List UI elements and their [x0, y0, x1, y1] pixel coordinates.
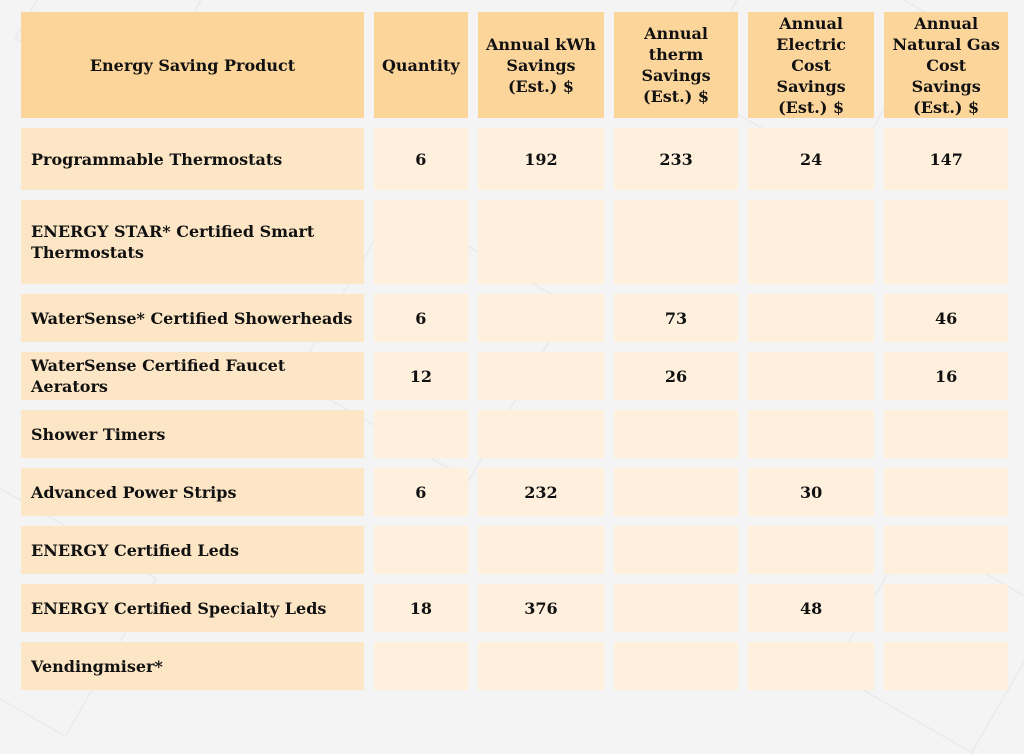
product-cell: Advanced Power Strips	[21, 468, 364, 516]
table-row	[21, 410, 1008, 458]
electric-cost-cell: 48	[748, 584, 875, 632]
product-cell: WaterSense* Certified Showerheads	[21, 294, 364, 342]
product-cell: ENERGY Certified Specialty Leds	[21, 584, 364, 632]
quantity-cell	[374, 410, 468, 458]
product-cell: Programmable Thermostats	[21, 128, 364, 190]
table-row	[21, 200, 1008, 284]
quantity-cell	[374, 526, 468, 574]
electric-cost-cell	[748, 410, 875, 458]
gas-cost-cell	[884, 200, 1008, 284]
therm-cell: 233	[614, 128, 738, 190]
energy-savings-table	[11, 2, 1018, 700]
kwh-cell	[478, 526, 605, 574]
column-header-electric-cost-savings: Annual Electric Cost Savings (Est.) $	[748, 12, 875, 118]
product-cell: Vendingmiser*	[21, 642, 364, 690]
kwh-cell	[478, 410, 605, 458]
quantity-cell: 6	[374, 128, 468, 190]
electric-cost-cell	[748, 642, 875, 690]
quantity-cell: 6	[374, 468, 468, 516]
quantity-cell: 6	[374, 294, 468, 342]
kwh-cell	[478, 642, 605, 690]
electric-cost-cell	[748, 200, 875, 284]
table-row	[21, 128, 1008, 190]
quantity-cell: 12	[374, 352, 468, 400]
electric-cost-cell: 24	[748, 128, 875, 190]
electric-cost-cell	[748, 352, 875, 400]
therm-cell	[614, 526, 738, 574]
table-row	[21, 642, 1008, 690]
therm-cell	[614, 410, 738, 458]
kwh-cell: 232	[478, 468, 605, 516]
therm-cell: 73	[614, 294, 738, 342]
kwh-cell	[478, 294, 605, 342]
electric-cost-cell: 30	[748, 468, 875, 516]
quantity-cell	[374, 642, 468, 690]
quantity-cell: 18	[374, 584, 468, 632]
table-row	[21, 526, 1008, 574]
therm-cell	[614, 200, 738, 284]
gas-cost-cell	[884, 642, 1008, 690]
table-header-row	[21, 12, 1008, 118]
electric-cost-cell	[748, 294, 875, 342]
electric-cost-cell	[748, 526, 875, 574]
column-header-therm-savings: Annual therm Savings (Est.) $	[614, 12, 738, 118]
kwh-cell	[478, 200, 605, 284]
column-header-quantity: Quantity	[374, 12, 468, 118]
product-cell: ENERGY Certified Leds	[21, 526, 364, 574]
therm-cell	[614, 642, 738, 690]
kwh-cell: 192	[478, 128, 605, 190]
column-header-product: Energy Saving Product	[21, 12, 364, 118]
gas-cost-cell	[884, 584, 1008, 632]
table-row	[21, 584, 1008, 632]
column-header-kwh-savings: Annual kWh Savings (Est.) $	[478, 12, 605, 118]
quantity-cell	[374, 200, 468, 284]
product-cell: WaterSense Certified Faucet Aerators	[21, 352, 364, 400]
therm-cell: 26	[614, 352, 738, 400]
gas-cost-cell	[884, 526, 1008, 574]
savings-table-container	[21, 12, 1008, 690]
table-row	[21, 468, 1008, 516]
table-row	[21, 352, 1008, 400]
kwh-cell: 376	[478, 584, 605, 632]
gas-cost-cell: 46	[884, 294, 1008, 342]
column-header-gas-cost-savings: Annual Natural Gas Cost Savings (Est.) $	[884, 12, 1008, 118]
product-cell: Shower Timers	[21, 410, 364, 458]
therm-cell	[614, 468, 738, 516]
product-cell: ENERGY STAR* Certified Smart Thermostats	[21, 200, 364, 284]
gas-cost-cell	[884, 410, 1008, 458]
table-row	[21, 294, 1008, 342]
kwh-cell	[478, 352, 605, 400]
gas-cost-cell	[884, 468, 1008, 516]
therm-cell	[614, 584, 738, 632]
gas-cost-cell: 16	[884, 352, 1008, 400]
gas-cost-cell: 147	[884, 128, 1008, 190]
